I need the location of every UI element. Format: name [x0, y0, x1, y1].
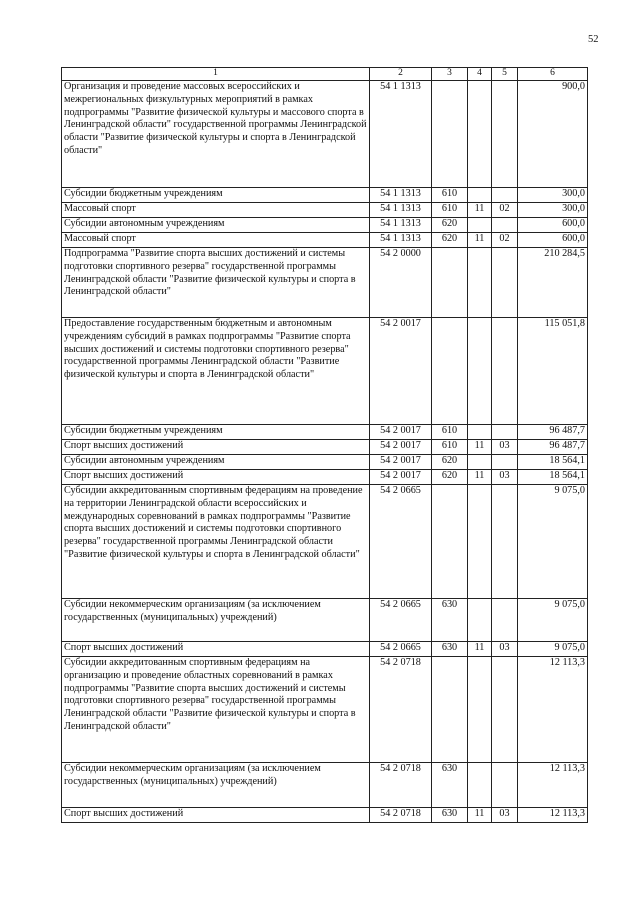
row-c4 — [468, 599, 492, 642]
row-c5: 03 — [492, 808, 518, 823]
table-row — [62, 485, 588, 599]
row-amount: 300,0 — [518, 188, 588, 203]
row-code: 54 1 1313 — [370, 203, 432, 218]
row-c4: 11 — [468, 642, 492, 657]
row-amount: 18 564,1 — [518, 470, 588, 485]
row-code: 54 2 0665 — [370, 642, 432, 657]
row-c3: 610 — [432, 425, 468, 440]
row-description: Организация и проведение массовых всероссийских и межрегиональных физкультурных мероприятий в рамках подпрограммы "Развитие физической культуры и массового спорта в Ленинградской области" государственной программы Ленинградской области "Развитие физической культуры и спорта в Ленинградской области" — [62, 81, 370, 188]
row-c3 — [432, 657, 468, 763]
col-header-3: 3 — [432, 68, 468, 81]
row-amount: 12 113,3 — [518, 763, 588, 808]
row-c4: 11 — [468, 440, 492, 455]
row-description: Субсидии автономным учреждениям — [62, 218, 370, 233]
row-c5: 02 — [492, 233, 518, 248]
table-row — [62, 440, 588, 455]
row-code: 54 1 1313 — [370, 233, 432, 248]
row-c5 — [492, 248, 518, 318]
row-amount: 9 075,0 — [518, 599, 588, 642]
row-description: Спорт высших достижений — [62, 808, 370, 823]
row-c5 — [492, 485, 518, 599]
row-c3 — [432, 318, 468, 425]
row-description: Субсидии аккредитованным спортивным федерациям на проведение на территории Ленинградской области всероссийских и международных соревнований в рамках подпрограммы "Развитие спорта высших достижений и системы подготовки спортивного резерва" государственной программы Ленинградской области "Развитие физической культуры и спорта в Ленинградской области" — [62, 485, 370, 599]
page-number: 52 — [588, 34, 599, 45]
row-amount: 210 284,5 — [518, 248, 588, 318]
row-code: 54 2 0665 — [370, 485, 432, 599]
row-description: Подпрограмма "Развитие спорта высших достижений и системы подготовки спортивного резерва" государственной программы Ленинградской области "Развитие физической культуры и спорта в Ленинградской области" — [62, 248, 370, 318]
row-c4 — [468, 248, 492, 318]
row-code: 54 2 0017 — [370, 425, 432, 440]
table-row — [62, 203, 588, 218]
row-code: 54 2 0000 — [370, 248, 432, 318]
row-c5 — [492, 657, 518, 763]
row-c5 — [492, 218, 518, 233]
row-c4: 11 — [468, 233, 492, 248]
row-c3 — [432, 248, 468, 318]
row-c3: 620 — [432, 470, 468, 485]
row-c4: 11 — [468, 470, 492, 485]
row-code: 54 2 0665 — [370, 599, 432, 642]
row-code: 54 2 0017 — [370, 440, 432, 455]
row-code: 54 2 0718 — [370, 657, 432, 763]
row-c5 — [492, 318, 518, 425]
row-c4: 11 — [468, 808, 492, 823]
row-c3: 630 — [432, 808, 468, 823]
row-description: Субсидии некоммерческим организациям (за исключением государственных (муниципальных) учреждений) — [62, 763, 370, 808]
row-c4 — [468, 318, 492, 425]
row-description: Спорт высших достижений — [62, 470, 370, 485]
col-header-5: 5 — [492, 68, 518, 81]
row-code: 54 2 0718 — [370, 808, 432, 823]
row-c5: 02 — [492, 203, 518, 218]
row-c3 — [432, 81, 468, 188]
table-row — [62, 763, 588, 808]
row-c4 — [468, 763, 492, 808]
row-code: 54 2 0017 — [370, 470, 432, 485]
table-row — [62, 425, 588, 440]
row-c3: 630 — [432, 763, 468, 808]
table-row — [62, 318, 588, 425]
table-row — [62, 455, 588, 470]
row-amount: 12 113,3 — [518, 808, 588, 823]
row-c5: 03 — [492, 470, 518, 485]
row-c5 — [492, 425, 518, 440]
row-c4: 11 — [468, 203, 492, 218]
row-amount: 115 051,8 — [518, 318, 588, 425]
row-code: 54 1 1313 — [370, 81, 432, 188]
row-amount: 9 075,0 — [518, 485, 588, 599]
row-c3: 630 — [432, 599, 468, 642]
row-amount: 96 487,7 — [518, 440, 588, 455]
col-header-4: 4 — [468, 68, 492, 81]
row-amount: 18 564,1 — [518, 455, 588, 470]
row-description: Предоставление государственным бюджетным и автономным учреждениям субсидий в рамках подпрограммы "Развитие спорта высших достижений и системы подготовки спортивного резерва" государственной программы Ленинградской области "Развитие физической культуры и спорта в Ленинградской области" — [62, 318, 370, 425]
table-row — [62, 808, 588, 823]
row-description: Субсидии бюджетным учреждениям — [62, 425, 370, 440]
row-c4 — [468, 657, 492, 763]
table-row — [62, 81, 588, 188]
row-code: 54 1 1313 — [370, 218, 432, 233]
row-c5 — [492, 763, 518, 808]
row-c3: 620 — [432, 455, 468, 470]
row-c4 — [468, 485, 492, 599]
row-c5: 03 — [492, 642, 518, 657]
row-description: Массовый спорт — [62, 233, 370, 248]
row-c4 — [468, 455, 492, 470]
row-amount: 9 075,0 — [518, 642, 588, 657]
row-c4 — [468, 425, 492, 440]
row-description: Спорт высших достижений — [62, 642, 370, 657]
row-c5 — [492, 455, 518, 470]
row-description: Субсидии аккредитованным спортивным федерациям на организацию и проведение областных соревнований в рамках подпрограммы "Развитие спорта высших достижений и системы подготовки спортивного резерва" государственной программы Ленинградской области "Развитие физической культуры и спорта в Ленинградской области" — [62, 657, 370, 763]
table-row — [62, 599, 588, 642]
row-code: 54 2 0017 — [370, 318, 432, 425]
row-c3 — [432, 485, 468, 599]
row-c3: 610 — [432, 203, 468, 218]
table-row — [62, 248, 588, 318]
row-amount: 600,0 — [518, 233, 588, 248]
row-code: 54 1 1313 — [370, 188, 432, 203]
table-row — [62, 642, 588, 657]
table-row — [62, 657, 588, 763]
row-description: Субсидии некоммерческим организациям (за исключением государственных (муниципальных) учреждений) — [62, 599, 370, 642]
row-code: 54 2 0017 — [370, 455, 432, 470]
budget-table — [61, 67, 588, 823]
row-amount: 12 113,3 — [518, 657, 588, 763]
row-description: Массовый спорт — [62, 203, 370, 218]
row-c3: 610 — [432, 188, 468, 203]
row-description: Спорт высших достижений — [62, 440, 370, 455]
row-c5 — [492, 599, 518, 642]
row-c4 — [468, 218, 492, 233]
row-amount: 900,0 — [518, 81, 588, 188]
row-c4 — [468, 81, 492, 188]
table-row — [62, 233, 588, 248]
row-c3: 610 — [432, 440, 468, 455]
row-description: Субсидии бюджетным учреждениям — [62, 188, 370, 203]
row-c5: 03 — [492, 440, 518, 455]
row-amount: 300,0 — [518, 203, 588, 218]
row-amount: 96 487,7 — [518, 425, 588, 440]
table-row — [62, 218, 588, 233]
table-row — [62, 188, 588, 203]
row-c3: 620 — [432, 233, 468, 248]
row-c4 — [468, 188, 492, 203]
header-row — [62, 68, 588, 81]
row-c3: 620 — [432, 218, 468, 233]
col-header-2: 2 — [370, 68, 432, 81]
row-description: Субсидии автономным учреждениям — [62, 455, 370, 470]
row-amount: 600,0 — [518, 218, 588, 233]
row-c3: 630 — [432, 642, 468, 657]
col-header-6: 6 — [518, 68, 588, 81]
row-c5 — [492, 81, 518, 188]
row-c5 — [492, 188, 518, 203]
row-code: 54 2 0718 — [370, 763, 432, 808]
table-row — [62, 470, 588, 485]
col-header-1: 1 — [62, 68, 370, 81]
